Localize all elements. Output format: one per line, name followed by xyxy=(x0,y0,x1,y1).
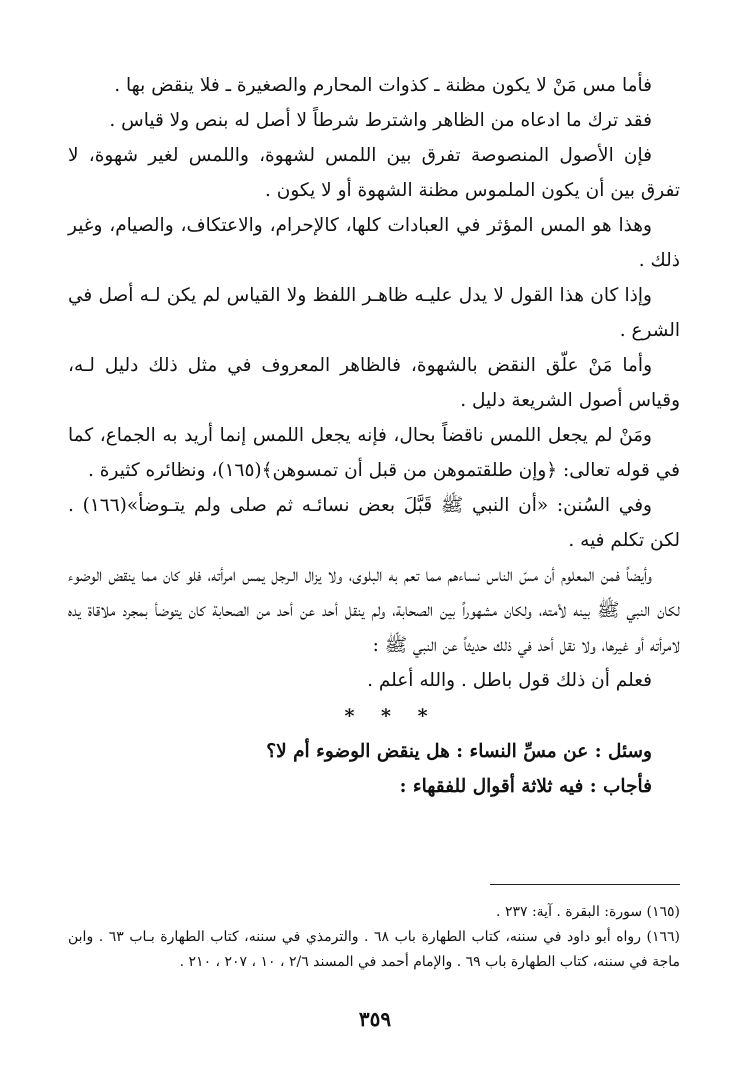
paragraph-7: ومَنْ لم يجعل اللمس ناقضاً بحال، فإنه يجعل اللمس إنما أريد به الجماع، كما في قوله تعالى: ﴿وإن طلقتموهن من قبل أن تمسوهن﴾(١٦٥)، ونظائره كثيرة . xyxy=(68,425,680,481)
paragraph-9: وأيضاً فمن المعلوم أن مسّ الناس نساءهم مما تعم به البلوى، ولا يزال الـرجل يمس امرأته، فلو كان مما ينقض الوضوء لكان النبي ﷺ بينه لأمته، ولكان مشهوراً بين الصحابة، ولم ينقل أحد عن أحد من الصحابة كان يتوضأ بمجرد ملاقاة يده لامرأته أو غيرها، ولا نقل أحد في ذلك حديثاً عن النبي ﷺ : xyxy=(68,565,680,656)
footnotes xyxy=(68,900,680,975)
footnote-165: (١٦٥) سورة: البقرة . آية: ٢٣٧ . xyxy=(496,904,680,920)
footnote-divider xyxy=(490,884,680,885)
paragraph-3: فإن الأصول المنصوصة تفرق بين اللمس لشهوة، واللمس لغير شهوة، لا تفرق بين أن يكون الملموس مظنة الشهوة أو لا يكون . xyxy=(68,145,680,201)
main-text xyxy=(68,68,680,804)
paragraph-8: وفي السُنن: «أن النبي ﷺ قَبَّلَ بعض نسائـه ثم صلى ولم يتـوضأ»(١٦٦) . لكن تكلم فيه . xyxy=(68,495,680,551)
paragraph-6: وأما مَنْ علّق النقض بالشهوة، فالظاهر المعروف في مثل ذلك دليل لـه، وقياس أصول الشريعة دليل . xyxy=(68,355,680,411)
footnote-166: (١٦٦) رواه أبو داود في سننه، كتاب الطهارة باب ٦٨ . والترمذي في سننه، كتاب الطهارة بـاب ٦٣ . وابن ماجة في سننه، كتاب الطهارة باب ٦٩ . والإمام أحمد في المسند ٢/٦ ، ١٠ ، ٢٠٧ ، ٢١٠ . xyxy=(68,929,680,970)
question-heading: وسئل : عن مسِّ النساء : هل ينقض الوضوء أم لا؟ xyxy=(266,741,652,762)
page-number: ٣٥٩ xyxy=(358,1007,392,1031)
paragraph-10: فعلم أن ذلك قول باطل . والله أعلم . xyxy=(367,670,652,691)
paragraph-4: وهذا هو المس المؤثر في العبادات كلها، كالإحرام، والاعتكاف، والصيام، وغير ذلك . xyxy=(68,215,680,271)
section-separator: * * * xyxy=(344,705,438,727)
answer-heading: فأجاب : فيه ثلاثة أقوال للفقهاء : xyxy=(399,776,652,797)
paragraph-2: فقد ترك ما ادعاه من الظاهر واشترط شرطاً لا أصل له بنص ولا قياس . xyxy=(109,110,652,131)
paragraph-1: فأما مس مَنْ لا يكون مظنة ـ كذوات المحارم والصغيرة ـ فلا ينقض بها . xyxy=(114,75,652,96)
paragraph-5: وإذا كان هذا القول لا يدل عليـه ظاهـر اللفظ ولا القياس لم يكن لـه أصل في الشرع . xyxy=(68,285,680,341)
